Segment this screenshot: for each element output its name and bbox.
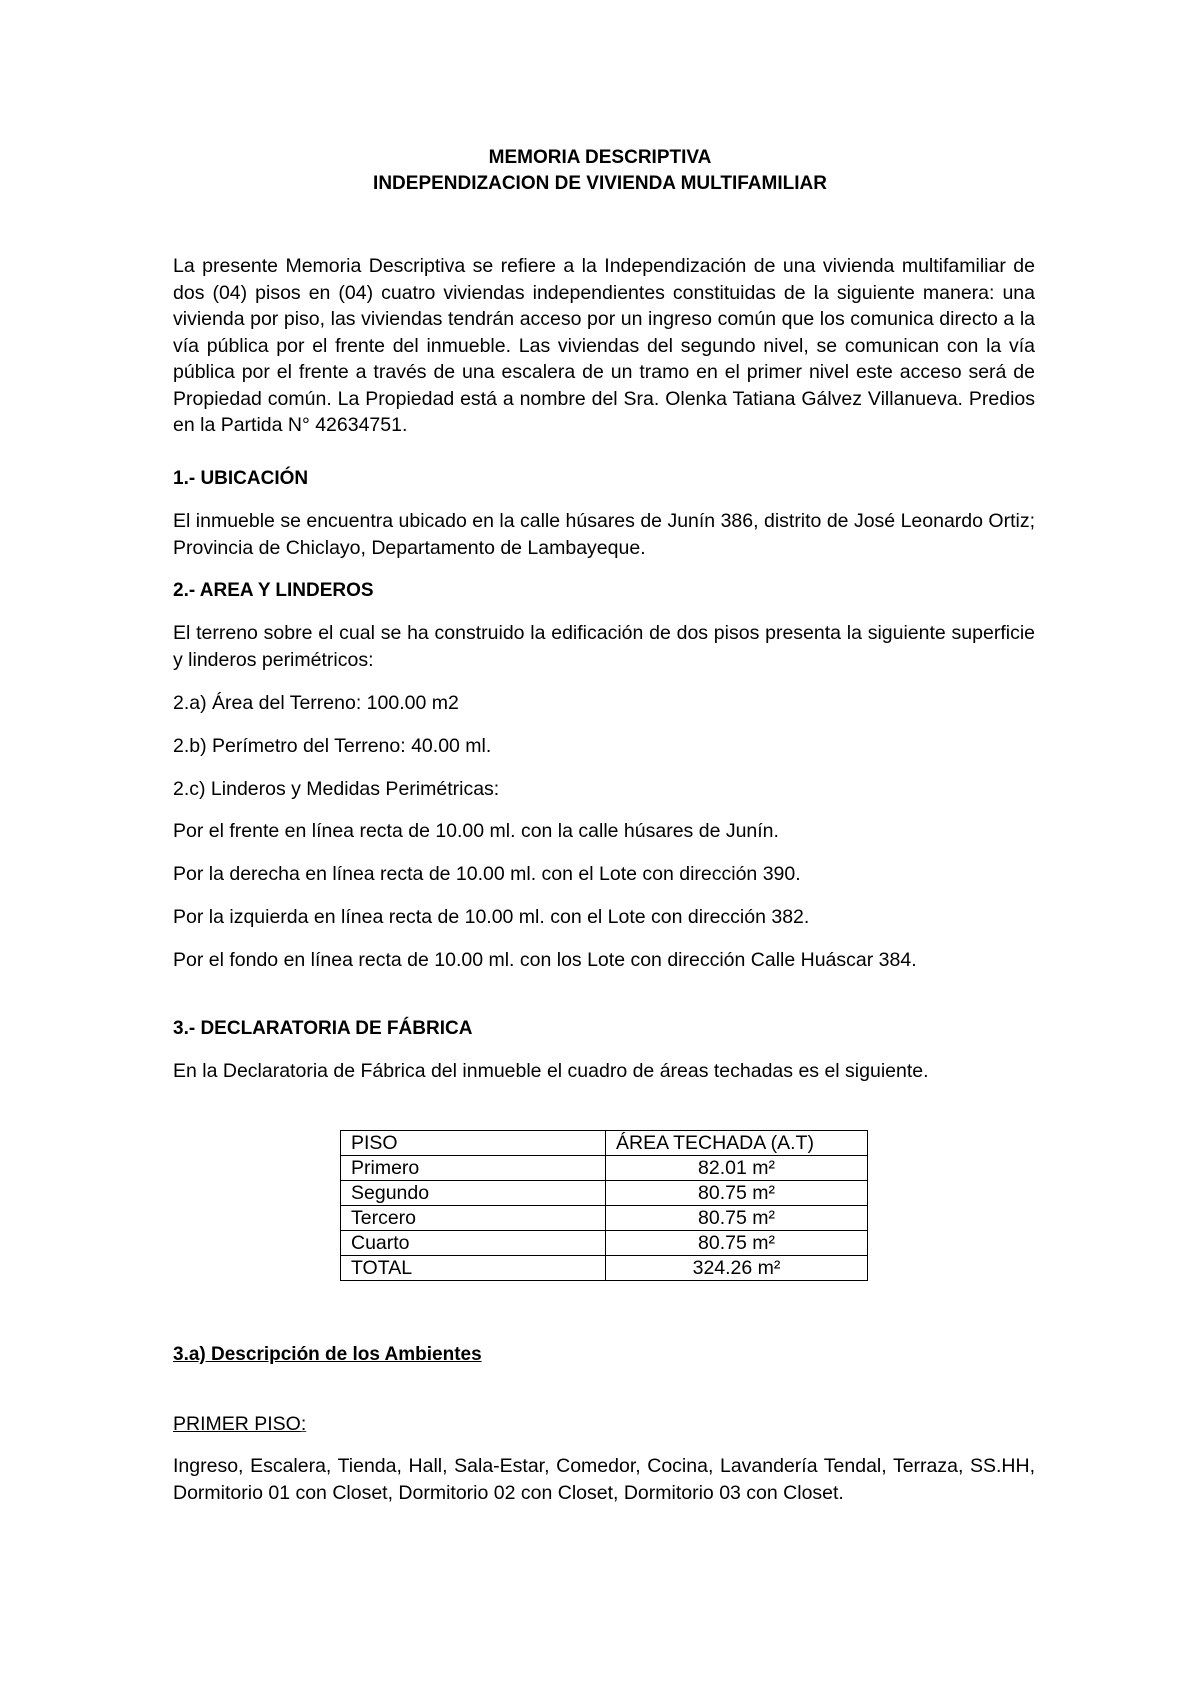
- table-cell-piso: Cuarto: [341, 1231, 606, 1256]
- document-title-line-1: MEMORIA DESCRIPTIVA: [488, 147, 712, 168]
- section-1-text: El inmueble se encuentra ubicado en la calle húsares de Junín 386, distrito de José Leonardo Ortiz; Provincia de Chiclayo, Departamento de Lambayeque.: [173, 510, 1035, 559]
- table-cell-area: 80.75 m²: [606, 1231, 868, 1256]
- terrain-area: 2.a) Área del Terreno: 100.00 m2: [173, 692, 459, 714]
- intro-paragraph: La presente Memoria Descriptiva se refiere a la Independización de una vivienda multifamiliar de dos (04) pisos en (04) cuatro viviendas independientes constituidas de la siguiente manera: una vivienda por piso, las viviendas tendrán acceso por un ingreso común que los comunica directo a la vía pública por el frente del inmueble. Las viviendas del segundo nivel, se comunican con la vía pública por el frente a través de una escalera de un tramo en el primer nivel este acceso será de Propiedad común. La Propiedad está a nombre del Sra. Olenka Tatiana Gálvez Villanueva. Predios en la Partida N° 42634751.: [173, 255, 1035, 436]
- table-cell-piso: Tercero: [341, 1206, 606, 1231]
- table-cell-piso: Primero: [341, 1156, 606, 1181]
- table-cell-total-value: 324.26 m²: [606, 1256, 868, 1281]
- section-2-heading: 2.- AREA Y LINDEROS: [173, 580, 374, 601]
- lindero-frente: Por el frente en línea recta de 10.00 ml. con la calle húsares de Junín.: [173, 820, 779, 842]
- table-row: [341, 1206, 868, 1231]
- lindero-izquierda: Por la izquierda en línea recta de 10.00 ml. con el Lote con dirección 382.: [173, 906, 810, 928]
- lindero-derecha: Por la derecha en línea recta de 10.00 ml. con el Lote con dirección 390.: [173, 863, 801, 885]
- section-3-text: En la Declaratoria de Fábrica del inmueble el cuadro de áreas techadas es el siguiente.: [173, 1060, 929, 1082]
- section-3-heading: 3.- DECLARATORIA DE FÁBRICA: [173, 1018, 473, 1039]
- section-1-heading: 1.- UBICACIÓN: [173, 468, 309, 489]
- table-total-row: [341, 1256, 868, 1281]
- first-floor-rooms: Ingreso, Escalera, Tienda, Hall, Sala-Estar, Comedor, Cocina, Lavandería Tendal, Terraza, SS.HH, Dormitorio 01 con Closet, Dormitorio 02 con Closet, Dormitorio 03 con Closet.: [173, 1455, 1035, 1504]
- section-2-text: El terreno sobre el cual se ha construido la edificación de dos pisos presenta la siguiente superficie y linderos perimétricos:: [173, 622, 1035, 671]
- table-header-row: [341, 1131, 868, 1156]
- document-title-line-2: INDEPENDIZACION DE VIVIENDA MULTIFAMILIAR: [373, 173, 827, 194]
- table-cell-area: 82.01 m²: [606, 1156, 868, 1181]
- table-row: [341, 1231, 868, 1256]
- table-cell-piso: Segundo: [341, 1181, 606, 1206]
- areas-table: [340, 1130, 868, 1281]
- first-floor-subheading-colon: :: [300, 1413, 307, 1435]
- first-floor-subheading: [173, 1411, 306, 1437]
- section-3a-heading: 3.a) Descripción de los Ambientes: [173, 1344, 482, 1365]
- table-cell-total-label: TOTAL: [341, 1256, 606, 1281]
- lindero-fondo: Por el fondo en línea recta de 10.00 ml. con los Lote con dirección Calle Huáscar 384.: [173, 949, 917, 971]
- table-header-area: ÁREA TECHADA (A.T): [606, 1131, 868, 1156]
- table-row: [341, 1156, 868, 1181]
- table-cell-area: 80.75 m²: [606, 1206, 868, 1231]
- table-cell-area: 80.75 m²: [606, 1181, 868, 1206]
- table-header-piso: PISO: [341, 1131, 606, 1156]
- terrain-perimeter: 2.b) Perímetro del Terreno: 40.00 ml.: [173, 735, 492, 757]
- first-floor-subheading-text: PRIMER PISO: [173, 1413, 301, 1435]
- linderos-label: 2.c) Linderos y Medidas Perimétricas:: [173, 778, 500, 800]
- table-row: [341, 1181, 868, 1206]
